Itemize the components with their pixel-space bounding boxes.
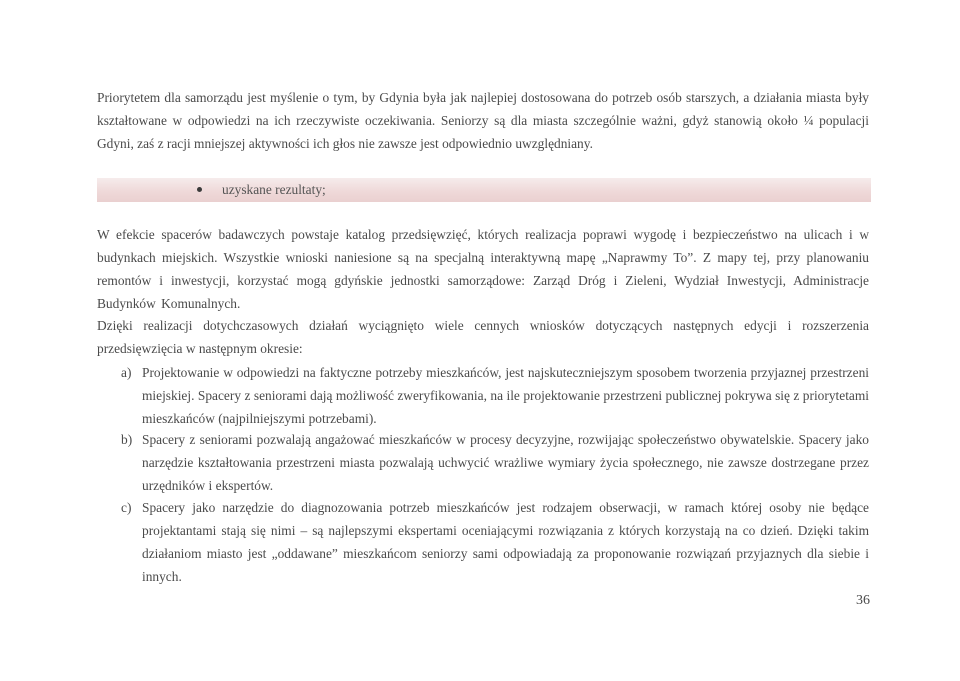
list-marker: a) <box>121 365 132 380</box>
bullet-icon <box>197 187 202 192</box>
section-heading-bar <box>97 178 871 202</box>
list-marker: c) <box>121 500 132 515</box>
results-paragraph: W efekcie spacerów badawczych powstaje katalog przedsięwzięć, których realizacja poprawi wygodę i bezpieczeństwo na ulicach i w budynkach miejskich. Wszystkie wnioski naniesione są na specjalną interaktywną mapę „Naprawmy To”. Z mapy tej, przy planowaniu remontów i inwestycji, korzystać mogą gdyńskie jednostki samorządowe: Zarząd Dróg i Zieleni, Wydział Inwestycji, Administracje Budynków Komunalnych. <box>97 227 869 311</box>
list-item-text: Projektowanie w odpowiedzi na faktyczne potrzeby mieszkańców, jest najskuteczniejszym sposobem tworzenia przyjaznej przestrzeni miejskiej. Spacery z seniorami dają możliwość zweryfikowania, na ile projektowanie przestrzeni publicznej pokrywa się z priorytetami mieszkańców (najpilniejszymi potrzebami). <box>142 365 869 426</box>
page-number: 36 <box>856 593 870 608</box>
conclusions-paragraph: Dzięki realizacji dotychczasowych działań wyciągnięto wiele cennych wniosków dotyczących następnych edycji i rozszerzenia przedsięwzięcia w następnym okresie: <box>97 318 869 356</box>
list-marker: b) <box>121 432 133 447</box>
intro-paragraph: Priorytetem dla samorządu jest myślenie o tym, by Gdynia była jak najlepiej dostosowana do potrzeb osób starszych, a działania miasta były kształtowane w odpowiedzi na ich rzeczywiste oczekiwania. Seniorzy są dla miasta szczególnie ważni, gdyż stanowią około ¼ populacji Gdyni, zaś z racji mniejszej aktywności ich głos nie zawsze jest odpowiednio uwzględniany. <box>97 90 869 151</box>
list-item-text: Spacery z seniorami pozwalają angażować mieszkańców w procesy decyzyjne, rozwijając społeczeństwo obywatelskie. Spacery jako narzędzie kształtowania przestrzeni miasta pozwalają uchwycić wrażliwe wymiary życia społecznego, nie zawsze dostrzegane przez urzędników i ekspertów. <box>142 432 869 493</box>
list-item-text: Spacery jako narzędzie do diagnozowania potrzeb mieszkańców jest rodzajem obserwacji, w ramach której osoby nie będące projektantami stają się nimi – są najlepszymi ekspertami oceniającymi rozwiązania z których korzystają na co dzień. Dzięki takim działaniom miasto jest „oddawane” mieszkańcom seniorzy sami odpowiadają za proponowanie rozwiązań przyjaznych dla siebie i innych. <box>142 500 869 584</box>
section-heading-label: uzyskane rezultaty; <box>222 182 326 197</box>
